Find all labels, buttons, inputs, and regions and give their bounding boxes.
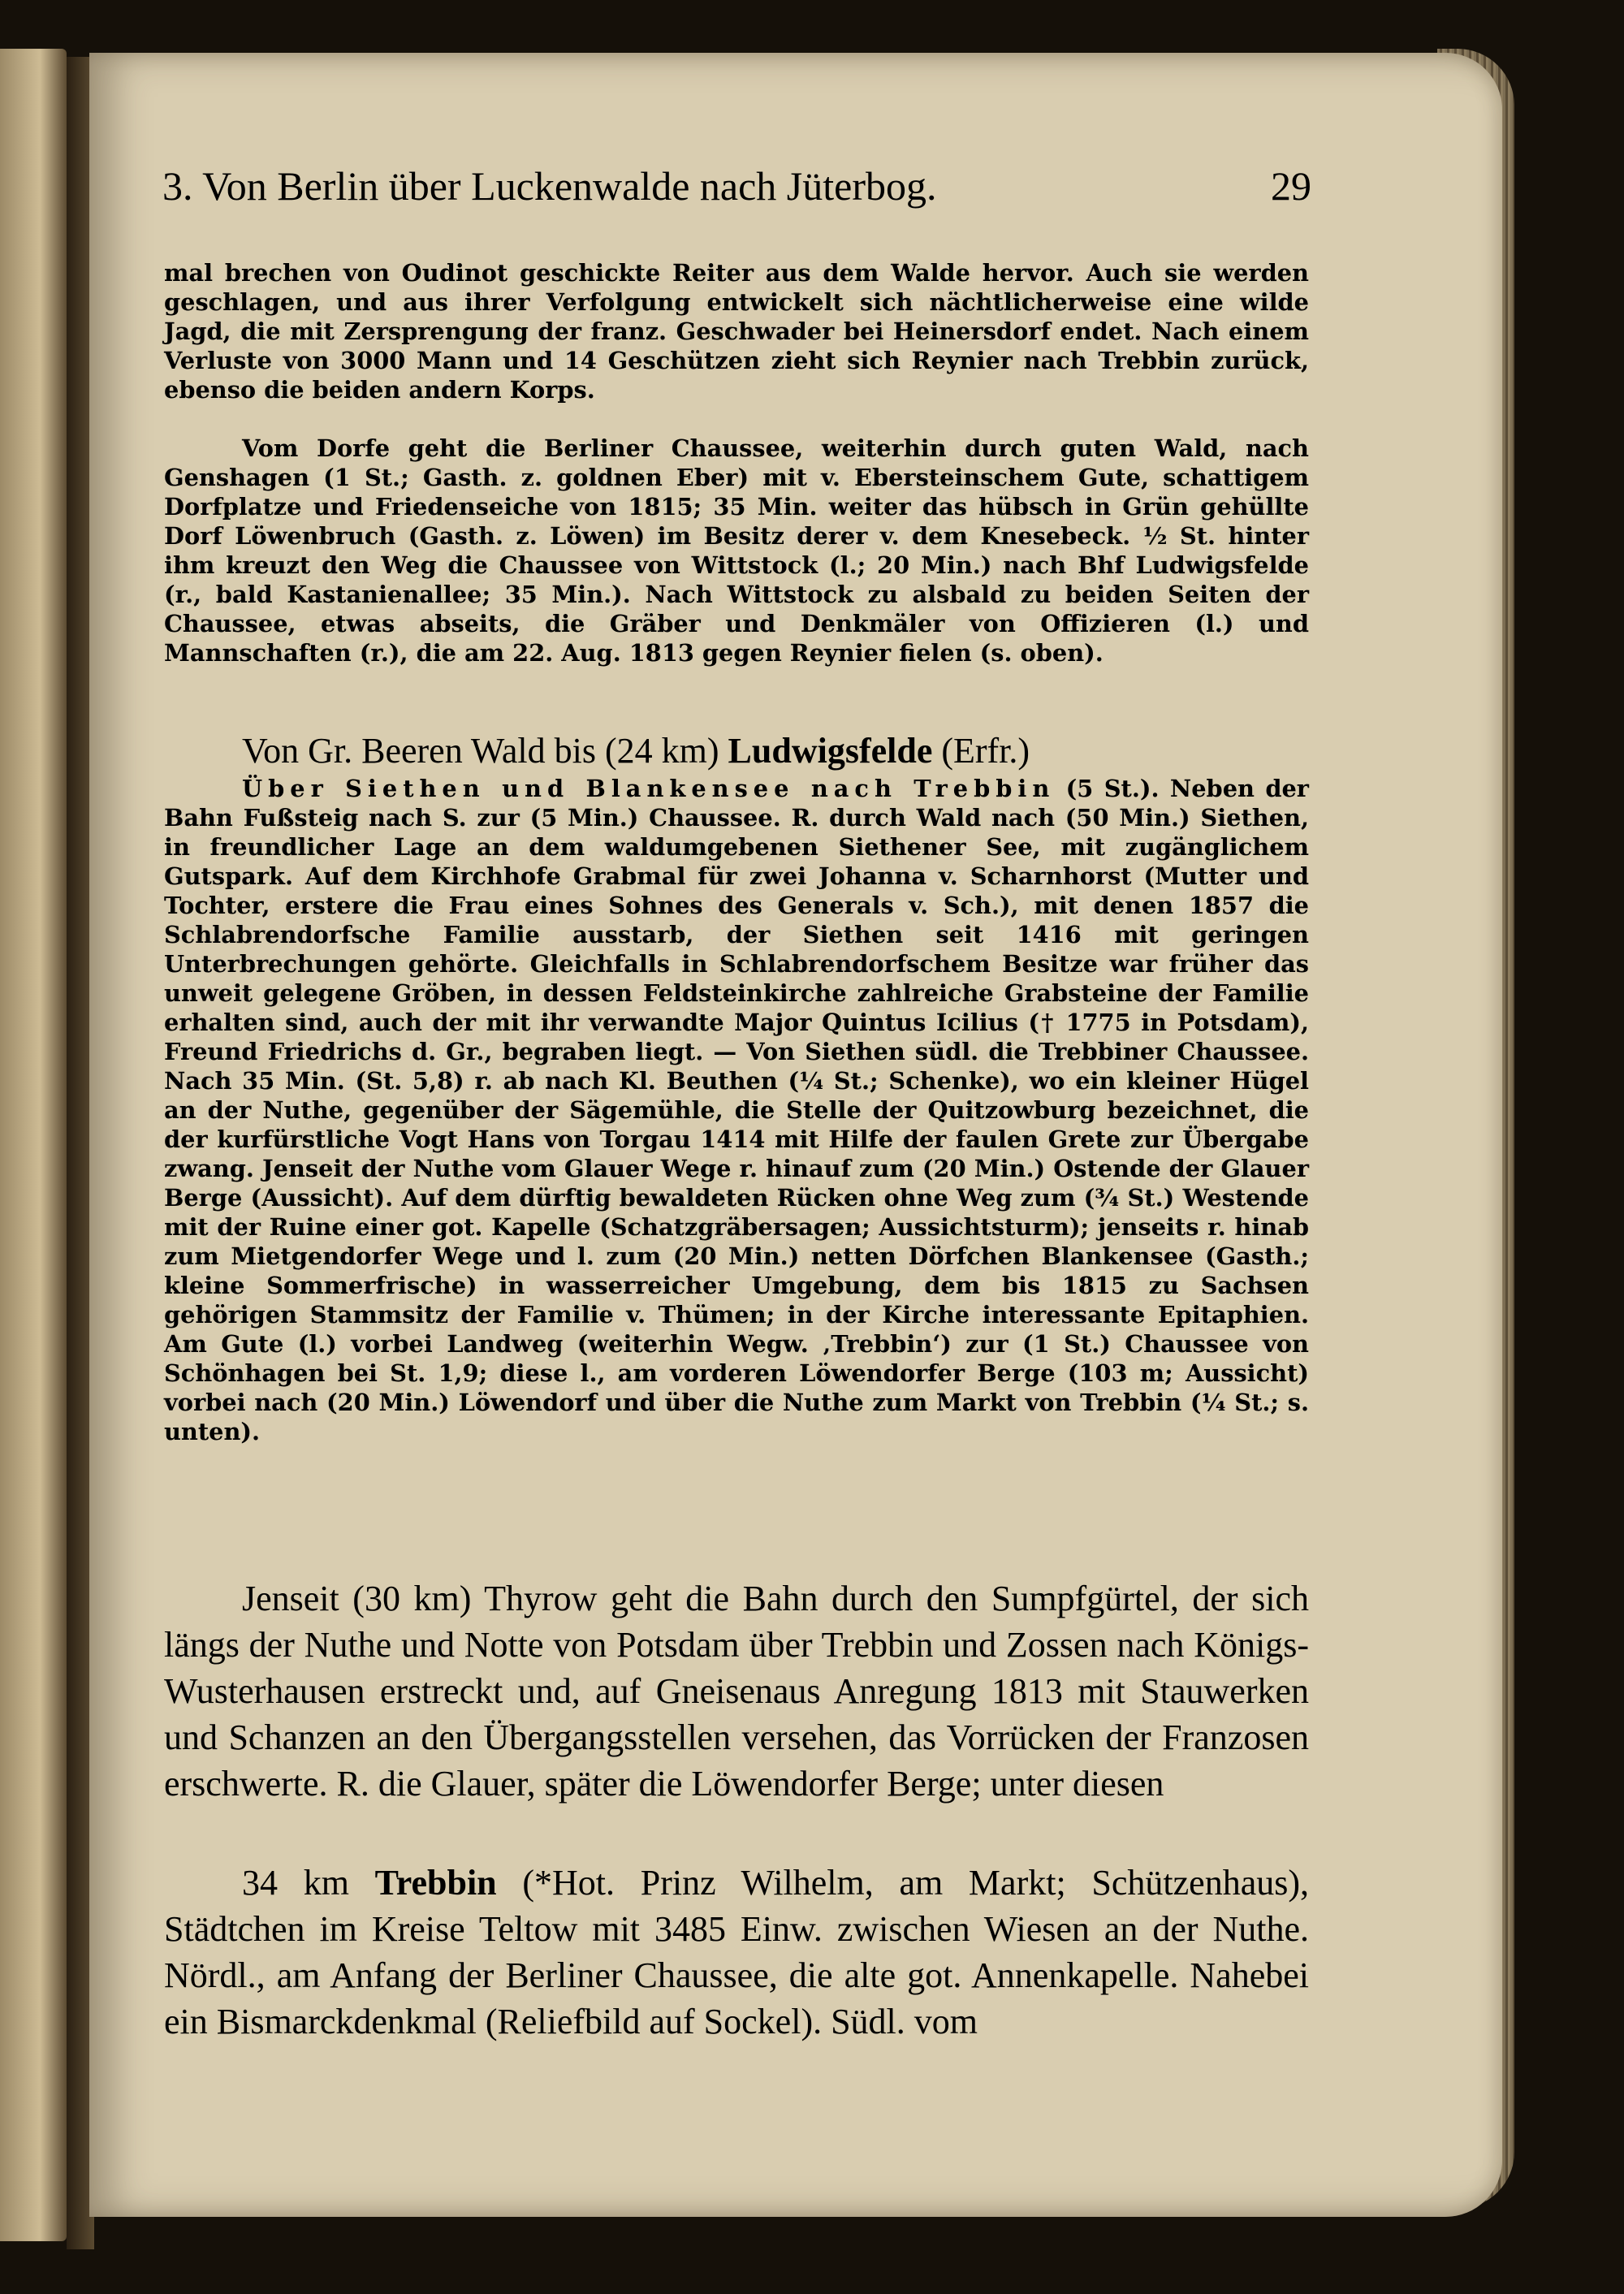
paragraph-5 (164, 1860, 1309, 2045)
p3-siethen: Siethen (1200, 804, 1301, 832)
paragraph-4: Jenseit (30 km) Thyrow geht die Bahn durch den Sumpfgürtel, der sich längs der Nuthe und Notte von Potsdam über Trebbin und Zossen nach Königs-Wusterhausen erstreckt und, auf Gneisenaus Anregung 1813 mit Stauwerken und Schanzen an den Übergangsstellen versehen, das Vorrücken der Franzosen erschwerte. R. die Glauer, später die Löwendorfer Berge; unter diesen (164, 1579, 1309, 1804)
page-number: 29 (1271, 163, 1311, 209)
route-title: Über Siethen und Blankensee nach Trebbin (242, 775, 1056, 802)
heading-ludwigsfelde: Ludwigsfelde (728, 731, 933, 771)
p3-part-b: , in freundlicher Lage an dem waldumgebenen Siethener See, mit zugänglichem Gutspark. Auf dem Kirchhofe Grabmal für zwei Johanna v. Scharnhorst (Mutter und Tochter, erstere die Frau eines Sohnes des Generals v. Sch.), mit denen 1857 die Schlabrendorfsche Familie ausstarb, der Siethen seit 1416 mit geringen Unterbrechungen gehörte. Gleichfalls in Schlabrendorfschem Besitze war früher das unweit gelegene Gröben, in dessen Feldsteinkirche zahlreiche Grabsteine der Familie erhalten sind, auch der mit ihr verwandte Major Quintus Icilius († 1775 in Potsdam), Freund Friedrichs d. Gr., begraben liegt. — Von Siethen südl. die Trebbiner Chaussee. Nach 35 Min. (St. 5,8) r. ab nach Kl. Beuthen (¼ St.; Schenke), wo ein kleiner Hügel an der Nuthe, gegenüber der Sägemühle, die Stelle der Quitzowburg bezeichnet, die der kurfürstliche Vogt Hans von Torgau 1414 mit Hilfe der faulen Grete zur Übergabe zwang. Jenseit der Nuthe vom Glauer Wege r. hinauf zum (20 Min.) Ostende der Glauer Berge (Aussicht). Auf dem dürftig bewaldeten Rücken ohne Weg zum (¾ St.) Westende mit der Ruine einer got. Kapelle (Schatzgräbersagen; Aussichtsturm); jenseits r. hinab zum Mietgendorfer Wege und l. zum (20 Min.) netten Dörfchen (164, 804, 1309, 1270)
paragraph-2: Vom Dorfe geht die Berliner Chaussee, weiterhin durch guten Wald, nach Genshagen (1 St.; Gasth. z. goldnen Eber) mit v. Ebersteinschem Gute, schattigem Dorfplatze und Friedenseiche von 1815; 35 Min. weiter das hübsch in Grün gehüllte Dorf Löwenbruch (Gasth. z. Löwen) im Besitz derer v. dem Knesebeck. ½ St. hinter ihm kreuzt den Weg die Chaussee von Wittstock (l.; 20 Min.) nach Bhf Ludwigsfelde (r., bald Kastanienallee; 35 Min.). Nach Wittstock zu alsbald zu beiden Seiten der Chaussee, etwas abseits, die Gräber und Denkmäler von Offizieren (l.) und Mannschaften (r.), die am 22. Aug. 1813 gegen Reynier fielen (s. oben). (164, 434, 1309, 667)
p5-rest: (*Hot. Prinz Wilhelm, am Markt; Schützenhaus), Städtchen im Kreise Teltow mit 3485 Einw. zwischen Wiesen an der Nuthe. Nördl., am Anfang der Berliner Chaussee, die alte got. Annenkapelle. Nahebei ein Bismarckdenkmal (Reliefbild auf Sockel). Südl. vom (164, 1863, 1309, 2041)
p5-prefix: 34 km (242, 1863, 375, 1903)
paragraph-3 (164, 774, 1309, 1446)
p3-part-c: (Gasth.; kleine Sommerfrische) in wasserreicher Umgebung, dem bis 1815 zu Sachsen gehörigen Stammsitz der Familie v. Thümen; in der Kirche interessante Epitaphien. Am Gute (l.) vorbei Landweg (weiterhin Wegw. ‚Trebbin‘) zur (1 St.) Chaussee von Schönhagen bei St. 1,9; diese l., am vorderen Löwendorfer Berge (103 m; Aussicht) vorbei nach (20 Min.) Löwendorf und über die Nuthe zum Markt von Trebbin (¼ St.; s. unten). (164, 1242, 1310, 1445)
section-heading (164, 728, 1309, 773)
previous-page-edge (0, 49, 67, 2241)
p3-part-a: (5 St.). Neben der Bahn Fußsteig nach S. zur (5 Min.) Chaussee. R. durch Wald nach (50 Min.) (164, 775, 1309, 832)
paragraph-1: mal brechen von Oudinot geschickte Reiter aus dem Walde hervor. Auch sie werden geschlagen, und aus ihrer Verfolgung entwickelt sich nächtlicherweise eine wilde Jagd, die mit Zersprengung der franz. Geschwader bei Heinersdorf endet. Nach einem Verluste von 3000 Mann und 14 Geschützen zieht sich Reynier nach Trebbin zurück, ebenso die beiden andern Korps. (164, 259, 1309, 404)
heading-suffix: (Erfr.) (932, 731, 1030, 771)
p3-blankensee: Blankensee (1041, 1242, 1194, 1270)
chapter-title: 3. Von Berlin über Luckenwalde nach Jüterbog. (162, 163, 937, 209)
heading-prefix: Von Gr. Beeren Wald bis (24 km) (242, 731, 728, 771)
p5-trebbin: Trebbin (374, 1863, 497, 1903)
running-header (162, 162, 1311, 210)
